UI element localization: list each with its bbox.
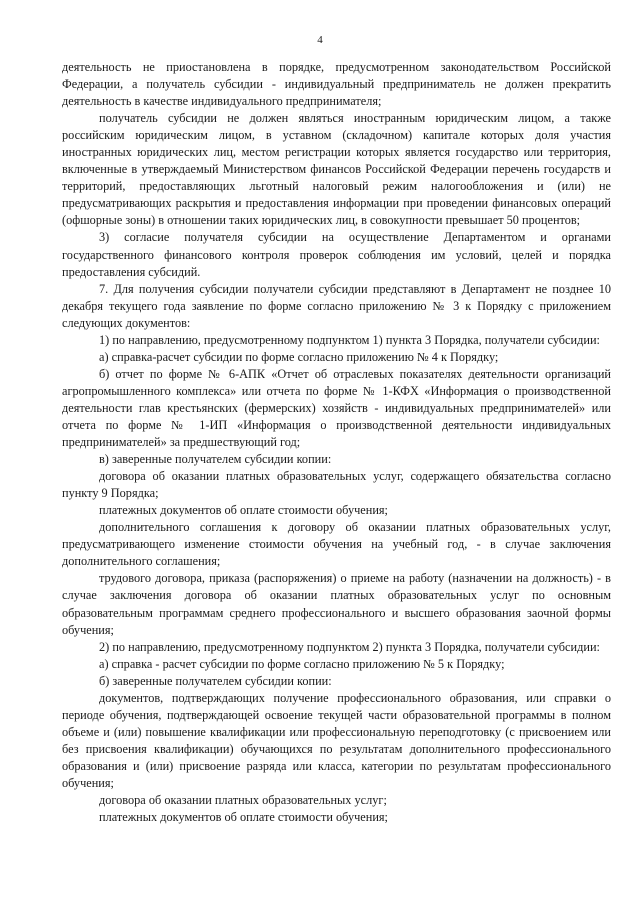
page-number: 4 [317, 34, 323, 46]
paragraph: в) заверенные получателем субсидии копии: [99, 452, 332, 467]
paragraph: платежных документов об оплате стоимости обучения; [99, 503, 388, 518]
paragraph: а) справка - расчет субсидии по форме согласно приложению № 5 к Порядку; [99, 656, 505, 671]
paragraph: 3) согласие получателя субсидии на осуществление Департаментом и органами государственного финансового контроля проверок соблюдения им условий, целей и порядка предоставления субсидий. [62, 230, 611, 279]
document-body [62, 59, 611, 826]
paragraph: б) заверенные получателем субсидии копии: [99, 673, 332, 688]
paragraph: договора об оказании платных образовательных услуг; [99, 793, 387, 808]
paragraph: получатель субсидии не должен являться иностранным юридическим лицом, а также российским юридическим лицом, в уставном (складочном) капитале которых доля участия иностранных юридических лиц, местом регистрации которых является государство или территория, включенные в утверждаемый Министерством финансов Российской Федерации перечень государств и территорий, предоставляющих льготный налоговый режим налогообложения и (или) не предусматривающих раскрытия и предоставления информации при проведении финансовых операций (офшорные зоны) в отношении таких юридических лиц, в совокупности превышает 50 процентов; [62, 111, 611, 228]
paragraph: договора об оказании платных образовательных услуг, содержащего обязательства согласно пункту 9 Порядка; [62, 469, 611, 501]
paragraph: 2) по направлению, предусмотренному подпунктом 2) пункта 3 Порядка, получатели субсидии: [99, 639, 600, 654]
paragraph: трудового договора, приказа (распоряжения) о приеме на работу (назначении на должность) - в случае заключения договора об оказании платных образовательных услуг по основным образовательным программам среднего профессионального и высшего образования заочной формы обучения; [62, 571, 611, 637]
paragraph: 7. Для получения субсидии получатели субсидии представляют в Департамент не позднее 10 декабря текущего года заявление по форме согласно приложению № 3 к Порядку с приложением следующих документов: [62, 281, 611, 330]
paragraph: дополнительного соглашения к договору об оказании платных образовательных услуг, предусматривающего изменение стоимости обучения на учебный год, - в случае заключения дополнительного соглашения; [62, 520, 611, 569]
paragraph: платежных документов об оплате стоимости обучения; [99, 810, 388, 825]
paragraph: 1) по направлению, предусмотренному подпунктом 1) пункта 3 Порядка, получатели субсидии: [99, 332, 600, 347]
paragraph: б) отчет по форме № 6-АПК «Отчет об отраслевых показателях деятельности организаций агропромышленного комплекса» или отчета по форме № 1-КФХ «Информация о производственной деятельности глав крестьянских (фермерских) хозяйств - индивидуальных предпринимателей» или отчета по форме № 1-ИП «Информация о производственной деятельности индивидуальных предпринимателей» за предшествующий год; [62, 366, 611, 450]
paragraph: документов, подтверждающих получение профессионального образования, или справки о периоде обучения, подтверждающей освоение текущей части образовательной программы в полном объеме и (или) повышение квалификации или профессиональную переподготовку (с присвоением или без присвоения квалификации) обучающихся по результатам дополнительного профессионального образования и (или) присвоение разряда или класса, категории по результатам профессионального обучения; [62, 690, 611, 790]
paragraph: деятельность не приостановлена в порядке, предусмотренном законодательством Российской Федерации, а получатель субсидии - индивидуальный предприниматель не должен прекратить деятельность в качестве индивидуального предпринимателя; [62, 60, 611, 109]
paragraph: а) справка-расчет субсидии по форме согласно приложению № 4 к Порядку; [99, 349, 499, 364]
